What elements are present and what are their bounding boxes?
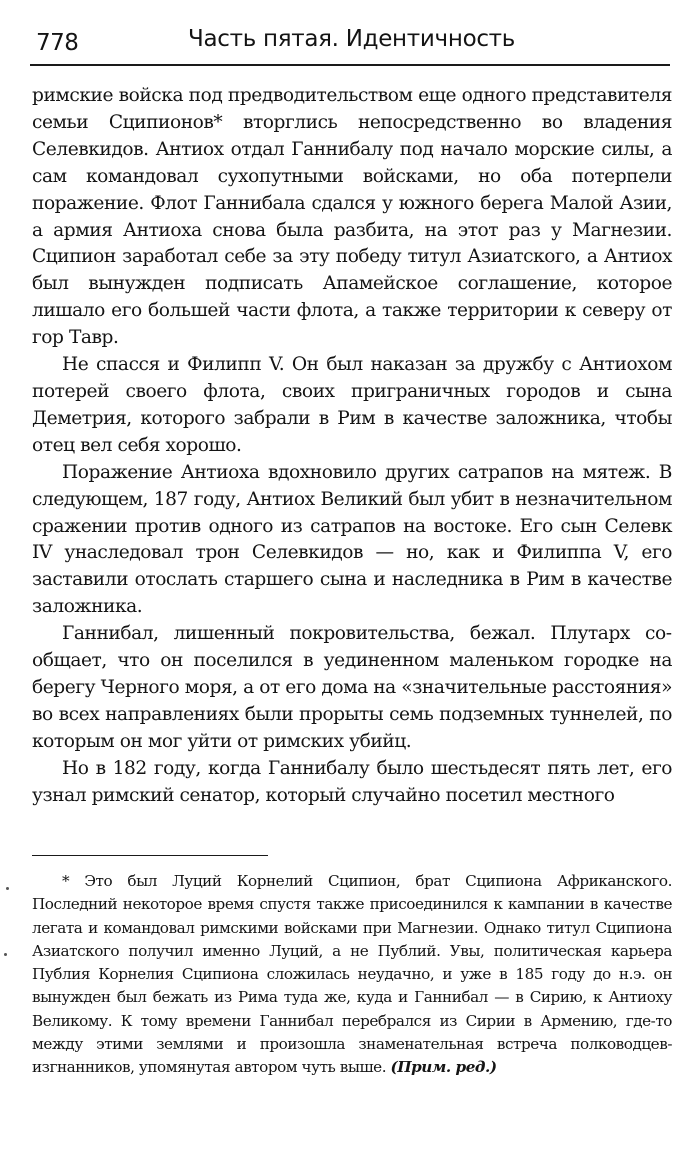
footnote-divider [32, 855, 268, 856]
footnote [32, 870, 672, 1080]
paragraph: римские войска под предводительством еще одного представителя семьи Сципионов* вторглись непосредственно во владения Селевкидов. Антиох отдал Ганнибалу под начало морские силы, а сам командовал сухопутными войсками, но оба потерпели поражение. Флот Ганнибала сдался у южного берега Малой Азии, а армия Антиоха снова была разбита, на этот раз у Магнезии. Сципион заработал себе за эту победу титул Азиатского, а Антиох был вынужден подписать Апамейское соглашение, которое лишало его большей части флота, а также территории к северу от гор Тавр. [32, 85, 672, 349]
footnote-text: * Это был Луций Корнелий Сципион, брат Сципиона Африканского. Последний некоторое время спустя также присоединился к кампании в качестве легата и командовал римскими войсками при Магнезии. Однако титул Сципиона Азиатского получил именно Луций, а не Публий. Увы, политическая карьера Публия Корнелия Сципиона сложилась неудачно, и уже в 185 году до н.э. он вынужден был бежать из Рима туда же, куда и Ганнибал — в Сирию, к Антиоху Великому. К тому времени Ганнибал перебрался из Сирии в Армению, где-то между этими землями и произошла знаменательная встреча полководцев-изгнанников, упомянутая автором чуть выше. [32, 872, 672, 1077]
paragraph: Ганнибал, лишенный покровительства, бежал. Плутарх сообщает, что он поселился в уединенном маленьком городке на берегу Черного моря, а от его дома на «значительные расстояния» во всех направлениях были прорыты семь подземных туннелей, по которым он мог уйти от римских убийц. [32, 623, 672, 752]
running-title: Часть пятая. Идентичность [188, 26, 516, 52]
page-number: 778 [36, 30, 79, 56]
page-header [30, 20, 670, 66]
scan-speck [4, 953, 7, 956]
main-text [32, 83, 672, 809]
scan-speck [6, 887, 9, 890]
editor-note-tag: (Прим. ред.) [390, 1058, 497, 1077]
paragraph: Поражение Антиоха вдохновило других сатрапов на мятеж. В следующем, 187 году, Антиох Великий был убит в незначительном сражении против одного из сатрапов на востоке. Его сын Селевк IV унаследовал трон Селевкидов — но, как и Филиппа V, его заставили отослать старшего сына и наследника в Рим в качестве заложника. [32, 461, 672, 618]
paragraph: Но в 182 году, когда Ганнибалу было шестьдесят пять лет, его узнал римский сенатор, который случайно посетил местного [32, 757, 672, 806]
paragraph: Не спасся и Филипп V. Он был наказан за дружбу с Антиохом потерей своего флота, своих приграничных городов и сына Деметрия, которого забрали в Рим в качестве заложника, чтобы отец вел себя хорошо. [32, 354, 672, 456]
